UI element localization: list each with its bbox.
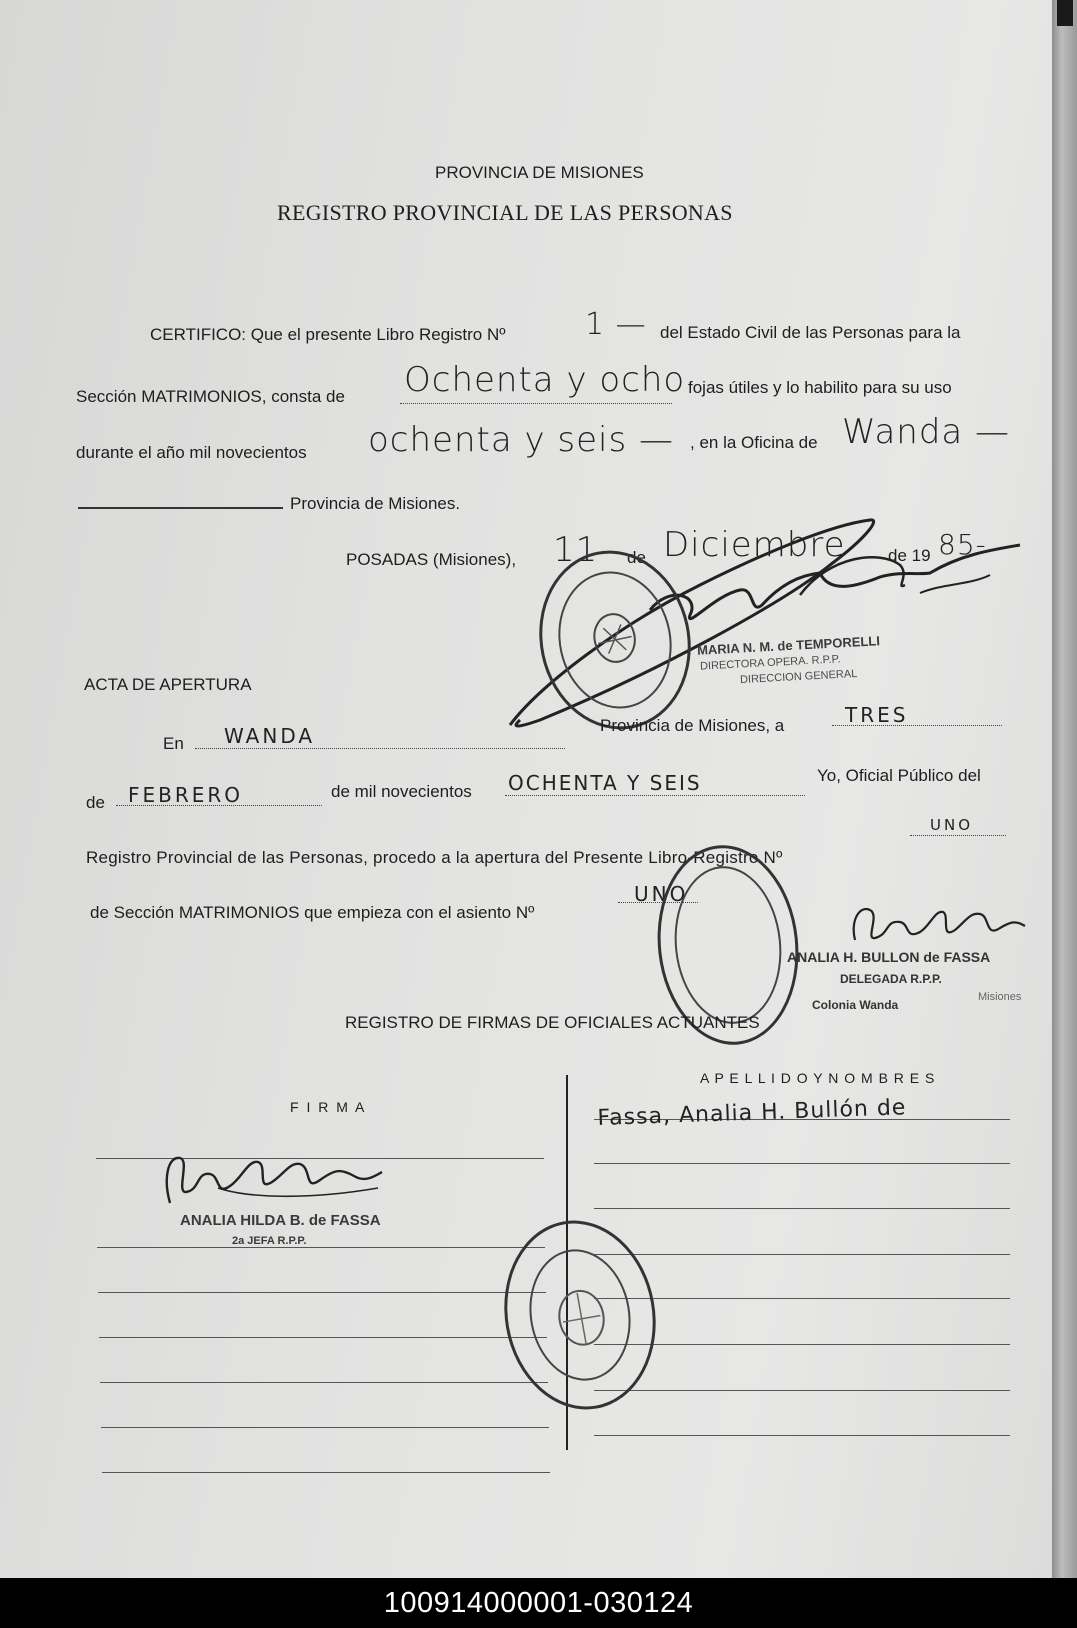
cert-blank-line	[78, 507, 283, 509]
registry-heading: REGISTRO PROVINCIAL DE LAS PERSONAS	[277, 200, 733, 225]
signatures-heading: REGISTRO DE FIRMAS DE OFICIALES ACTUANTES	[345, 1013, 760, 1032]
names-line	[594, 1298, 1010, 1299]
opening-year: OCHENTA Y SEIS	[508, 771, 702, 795]
document-code-bar	[0, 1578, 1077, 1628]
names-line	[594, 1390, 1010, 1391]
opening-yo: Yo, Oficial Público del	[817, 766, 981, 785]
cert-line1-b: del Estado Civil de las Personas para la	[660, 323, 961, 342]
cert-line2-a: Sección MATRIMONIOS, consta de	[76, 387, 345, 406]
province-heading: PROVINCIA DE MISIONES	[435, 163, 644, 182]
names-line	[594, 1344, 1010, 1345]
place-line	[195, 748, 565, 749]
delegate-place: Colonia Wanda	[812, 998, 899, 1012]
opening-en: En	[163, 734, 184, 753]
names-line	[594, 1208, 1010, 1209]
cert-year-words: ochenta y seis —	[368, 420, 675, 460]
col-names-heading: A P E L L I D O Y N O M B R E S	[700, 1070, 936, 1086]
col-firma-heading: F I R M A	[290, 1099, 367, 1115]
delegate-prov: Misiones	[978, 991, 1022, 1003]
opening-day: TRES	[845, 703, 909, 727]
director-stamp-name: MARIA N. M. de TEMPORELLI	[696, 633, 881, 658]
firma-line	[101, 1427, 549, 1428]
officer-name-entry: Fassa, Analia H. Bullón de	[597, 1095, 907, 1131]
opening-month: FEBRERO	[128, 783, 244, 807]
names-line	[594, 1254, 1010, 1255]
opening-book: UNO	[930, 816, 974, 834]
cert-line1-a: CERTIFICO: Que el presente Libro Registro Nº	[150, 325, 506, 344]
firma-line	[102, 1472, 550, 1473]
opening-place: WANDA	[224, 724, 316, 748]
opening-prov: Provincia de Misiones, a	[600, 716, 785, 735]
opening-mil: de mil novecientos	[331, 782, 472, 801]
coat-of-arms-icon	[547, 1280, 616, 1355]
cert-line3-a: durante el año mil novecientos	[76, 443, 307, 462]
cert-day: 11	[553, 530, 599, 570]
cert-place-date: POSADAS (Misiones),	[346, 550, 517, 569]
signer-name: ANALIA HILDA B. de FASSA	[180, 1212, 381, 1229]
cert-line3-b: , en la Oficina de	[690, 433, 818, 452]
opening-registro: Registro Provincial de las Personas, procedo a la apertura del Presente Libro-Registro Nº	[86, 848, 783, 867]
cert-line2-b: fojas útiles y lo habilito para su uso	[688, 378, 952, 397]
cert-line4: Provincia de Misiones.	[290, 494, 461, 513]
names-line	[594, 1163, 1010, 1164]
page-edge	[1052, 0, 1077, 1578]
names-line	[594, 1435, 1010, 1436]
pages-line	[400, 403, 672, 404]
signer-title: 2a JEFA R.P.P.	[232, 1235, 307, 1247]
year-line	[505, 795, 805, 796]
book-line	[910, 835, 1006, 836]
cert-office: Wanda —	[842, 412, 1011, 452]
firma-line	[99, 1337, 547, 1338]
firma-line	[97, 1247, 545, 1248]
cert-year-end: 85-	[938, 528, 987, 561]
cert-book-no: 1 —	[585, 307, 647, 342]
director-stamp-dept: DIRECCION GENERAL	[739, 667, 858, 687]
firma-line	[100, 1382, 548, 1383]
opening-de: de	[86, 793, 105, 812]
delegate-title: DELEGADA R.P.P.	[840, 972, 942, 986]
opening-entry: UNO	[634, 882, 689, 906]
cert-month: Diciembre	[663, 525, 846, 565]
page-corner	[1057, 0, 1073, 26]
opening-heading: ACTA DE APERTURA	[84, 675, 252, 694]
cert-de2: de 19	[888, 546, 931, 565]
cert-de1: de	[627, 548, 646, 567]
document-code: 100914000001-030124	[383, 1587, 694, 1619]
director-stamp-title: DIRECTORA OPERA. R.P.P.	[699, 653, 841, 673]
opening-seccion: de Sección MATRIMONIOS que empieza con el asiento Nº	[90, 903, 535, 922]
firma-line	[98, 1292, 546, 1293]
cert-pages: Ochenta y ocho	[404, 360, 686, 400]
delegate-name: ANALIA H. BULLON de FASSA	[787, 949, 991, 965]
officer-signature	[158, 1148, 388, 1218]
